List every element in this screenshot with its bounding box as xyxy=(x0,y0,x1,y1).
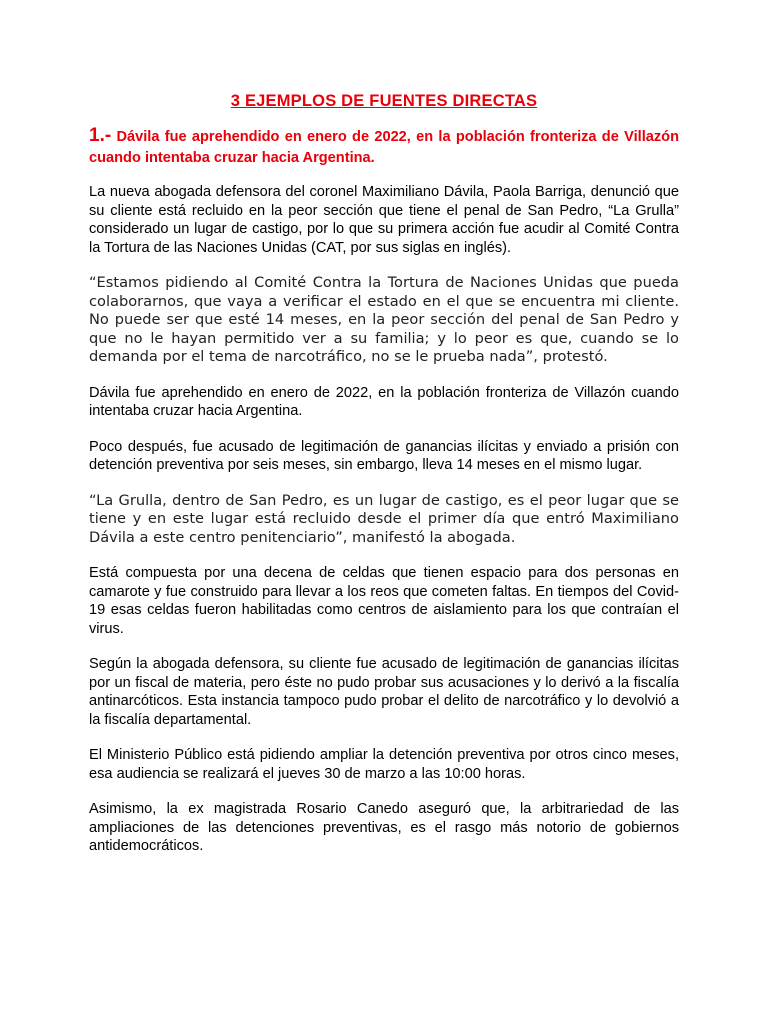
document-title: 3 EJEMPLOS DE FUENTES DIRECTAS xyxy=(230,92,538,110)
paragraph-2-quote: “Estamos pidiendo al Comité Contra la Tortura de Naciones Unidas que pueda colaborarnos, que vaya a verificar el estado en el que se encuentra mi cliente. No puede ser que esté 14 meses, en la peor sección del penal de San Pedro y que no le hayan permitido ver a su familia; y lo peor es que, cuando se lo demanda por el tema de narcotráfico, no se le prueba nada”, protestó. xyxy=(89,274,679,365)
paragraph-5-quote: “La Grulla, dentro de San Pedro, es un lugar de castigo, es el peor lugar que se tiene y en este lugar está recluido desde el primer día que entró Maximiliano Dávila a este centro penitenciario”, manifestó la abogada. xyxy=(89,491,679,546)
paragraph-4: Poco después, fue acusado de legitimación de ganancias ilícitas y enviado a prisión con detención preventiva por seis meses, sin embargo, lleva 14 meses en el mismo lugar. xyxy=(89,438,679,473)
paragraph-7: Según la abogada defensora, su cliente fue acusado de legitimación de ganancias ilícitas por un fiscal de materia, pero éste no pudo probar sus acusaciones y lo derivó a la fiscalía antinarcóticos. Esta instancia tampoco pudo probar el delito de narcotráfico y lo devolvió a la fiscalía departamental. xyxy=(89,656,679,728)
section-heading xyxy=(89,125,679,169)
paragraph-1: La nueva abogada defensora del coronel Maximiliano Dávila, Paola Barriga, denunció que su cliente está recluido en la peor sección que tiene el penal de San Pedro, “La Grulla” considerado un lugar de castigo, por lo que su primera acción fue acudir al Comité Contra la Tortura de las Naciones Unidas (CAT, por sus siglas en inglés). xyxy=(89,184,679,256)
paragraph-3: Dávila fue aprehendido en enero de 2022, en la población fronteriza de Villazón cuando intentaba cruzar hacia Argentina. xyxy=(89,384,679,419)
paragraph-8: El Ministerio Público está pidiendo ampliar la detención preventiva por otros cinco meses, esa audiencia se realizará el jueves 30 de marzo a las 10:00 horas. xyxy=(89,747,679,782)
heading-number: 1.- xyxy=(89,125,112,146)
paragraph-9: Asimismo, la ex magistrada Rosario Canedo aseguró que, la arbitrariedad de las ampliaciones de las detenciones preventivas, es el rasgo más notorio de gobiernos antidemocráticos. xyxy=(89,801,679,854)
paragraph-6: Está compuesta por una decena de celdas que tienen espacio para dos personas en camarote y fue construido para llevar a los reos que cometen faltas. En tiempos del Covid-19 esas celdas fueron habilitadas como centros de aislamiento para los que contraían el virus. xyxy=(89,565,679,637)
heading-text: Dávila fue aprehendido en enero de 2022, en la población fronteriza de Villazón cuando intentaba cruzar hacia Argentina. xyxy=(89,129,679,166)
